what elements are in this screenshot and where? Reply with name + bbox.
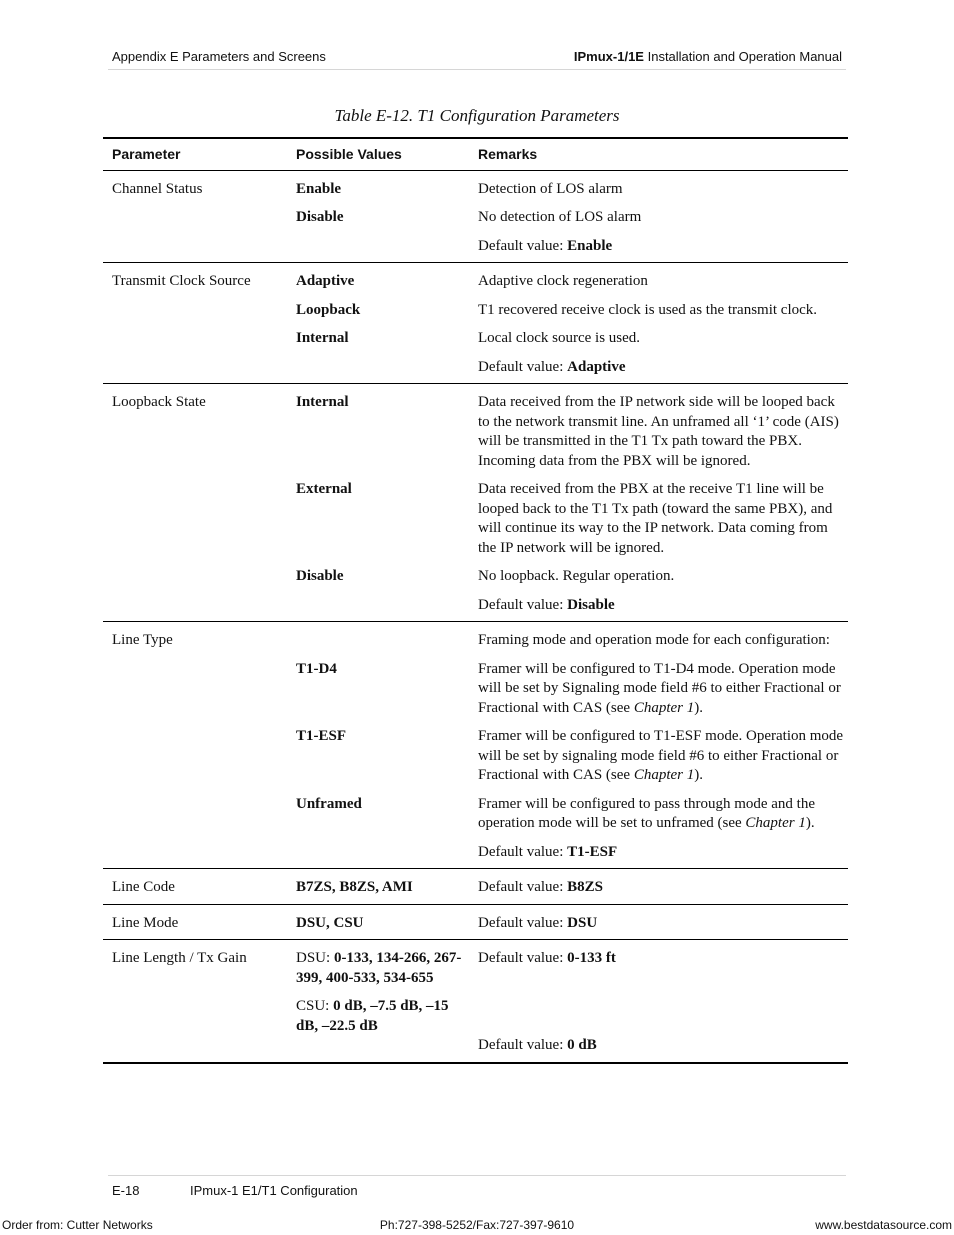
default-cell [469,834,848,869]
col-header-remarks: Remarks [469,140,848,170]
remark-text: ). [694,699,703,716]
table-row [103,263,848,292]
value-cell: B7ZS, B8ZS, AMI [287,869,469,905]
table-caption: Table E-12. T1 Configuration Parameters [334,106,620,125]
value-cell: Disable [296,209,344,225]
param-cell: Line Code [103,869,287,905]
running-header-left: Appendix E Parameters and Screens [112,49,326,64]
dsu-values: 0-133, 134-266, 267-399, 400-533, 534-655 [296,950,462,986]
value-cell: DSU, CSU [287,904,469,940]
remark-cell [469,651,848,719]
param-cell: Line Mode [103,904,287,940]
table-row [103,1036,848,1063]
default-cell [469,904,848,940]
default-value: 0 dB [567,1037,597,1053]
table-row [103,320,848,349]
default-cell [469,228,848,263]
manual-product-name: IPmux-1/1E [573,49,644,64]
remark-cell: Adaptive clock regeneration [478,273,648,289]
value-cell: Internal [296,330,349,346]
table-header-row [103,140,848,170]
table-row [103,587,848,622]
param-cell: Line Type [112,632,173,648]
col-header-parameter: Parameter [103,140,287,170]
default-value: 0-133 ft [567,950,616,966]
default-label: Default value: [478,950,568,966]
table-row [103,718,848,786]
remark-cell: No detection of LOS alarm [478,209,642,225]
table-row [103,199,848,228]
header-rule [108,69,846,70]
value-cell: Enable [296,180,342,197]
chapter-ref: Chapter 1 [745,815,806,831]
value-cell [287,988,469,1036]
table-row [103,869,848,905]
value-cell [287,940,469,989]
manual-title: Installation and Operation Manual [643,49,842,64]
default-label: Default value: [478,1037,568,1053]
value-cell: Disable [296,568,344,584]
default-cell [469,349,848,384]
dsu-label: DSU: [296,950,334,966]
remark-cell: Framing mode and operation mode for each configuration: [478,632,830,648]
param-cell: Line Length / Tx Gain [112,950,247,966]
table-row [103,170,848,199]
footer-rule [108,1175,846,1176]
t1-config-table [103,140,848,1064]
table-row [103,558,848,587]
page-number: E-18 [112,1183,140,1198]
param-cell: Loopback State [112,394,206,410]
table-row [103,940,848,989]
table-row [103,622,848,651]
value-cell: Adaptive [296,273,355,289]
value-cell: Loopback [296,301,361,318]
default-value: DSU [567,914,598,931]
table-row [103,228,848,263]
remark-text: Framer will be configured to T1-D4 mode. Operation mode will be set by Signaling mode field #6 to either Fractional or Fractional with CAS (see [478,660,841,716]
table-row [103,786,848,834]
table-row [103,292,848,321]
default-value: Enable [567,237,613,254]
footer-title: IPmux-1 E1/T1 Configuration [190,1183,358,1198]
remark-cell: Local clock source is used. [478,330,641,346]
default-label: Default value: [478,843,568,860]
value-cell: Internal [296,394,349,410]
param-cell: Channel Status [112,180,203,197]
website-link[interactable]: www.bestdatasource.com [815,1218,952,1232]
table-row [103,904,848,940]
default-value: Adaptive [567,358,626,375]
remark-cell [469,718,848,786]
default-cell [469,587,848,622]
default-value: B8ZS [567,879,603,895]
default-value: Disable [567,596,615,613]
chapter-ref: Chapter 1 [633,699,695,716]
value-cell: T1-D4 [296,660,337,677]
value-cell: External [296,481,352,497]
table-row [103,988,848,1036]
default-value: T1-ESF [567,843,618,860]
remark-cell: T1 recovered receive clock is used as the transmit clock. [478,301,818,318]
default-cell [469,940,848,989]
default-label: Default value: [478,358,568,375]
phone-fax-text: Ph:727-398-5252/Fax:727-397-9610 [379,1218,575,1232]
remark-cell [469,786,848,834]
remark-text: ). [694,767,703,783]
table-row [103,471,848,558]
table-row [103,384,848,472]
remark-cell: Data received from the PBX at the receive T1 line will be looped back to the T1 Tx path (toward the same PBX), and will continue its way to the IP network. Data coming from the IP network will be ignored. [478,481,833,556]
col-header-possible-values: Possible Values [287,140,469,170]
table-row [103,651,848,719]
remark-text: Framer will be configured to T1-ESF mode. Operation mode will be set by signaling mode field #6 to either Fractional or Fractional with CAS (see [478,728,844,783]
value-cell: T1-ESF [296,728,347,744]
chapter-ref: Chapter 1 [633,767,695,783]
default-label: Default value: [478,596,568,613]
default-cell [469,869,848,905]
running-header-right [574,49,842,64]
remark-cell: No loopback. Regular operation. [478,568,675,584]
remark-cell: Data received from the IP network side will be looped back to the network transmit line. An unframed all ‘1’ code (AIS) will be transmitted in the T1 Tx path toward the PBX. Incoming data from the PBX will be ignored. [478,394,839,469]
order-from-text: Order from: Cutter Networks [2,1218,153,1232]
param-cell: Transmit Clock Source [112,273,251,289]
csu-label: CSU: [296,998,334,1014]
remark-cell: Detection of LOS alarm [478,180,623,197]
table-row [103,834,848,869]
remark-text: ). [805,815,815,831]
value-cell: Unframed [296,795,362,812]
default-cell [469,1036,848,1063]
default-label: Default value: [478,879,568,895]
csu-values: 0 dB, –7.5 dB, –15 dB, –22.5 dB [296,998,449,1034]
table-top-rule [103,137,848,139]
default-label: Default value: [478,914,568,931]
table-row [103,349,848,384]
remark-text: Framer will be configured to pass through mode and the operation mode will be set to unframed (see [478,795,816,831]
default-label: Default value: [478,237,568,254]
